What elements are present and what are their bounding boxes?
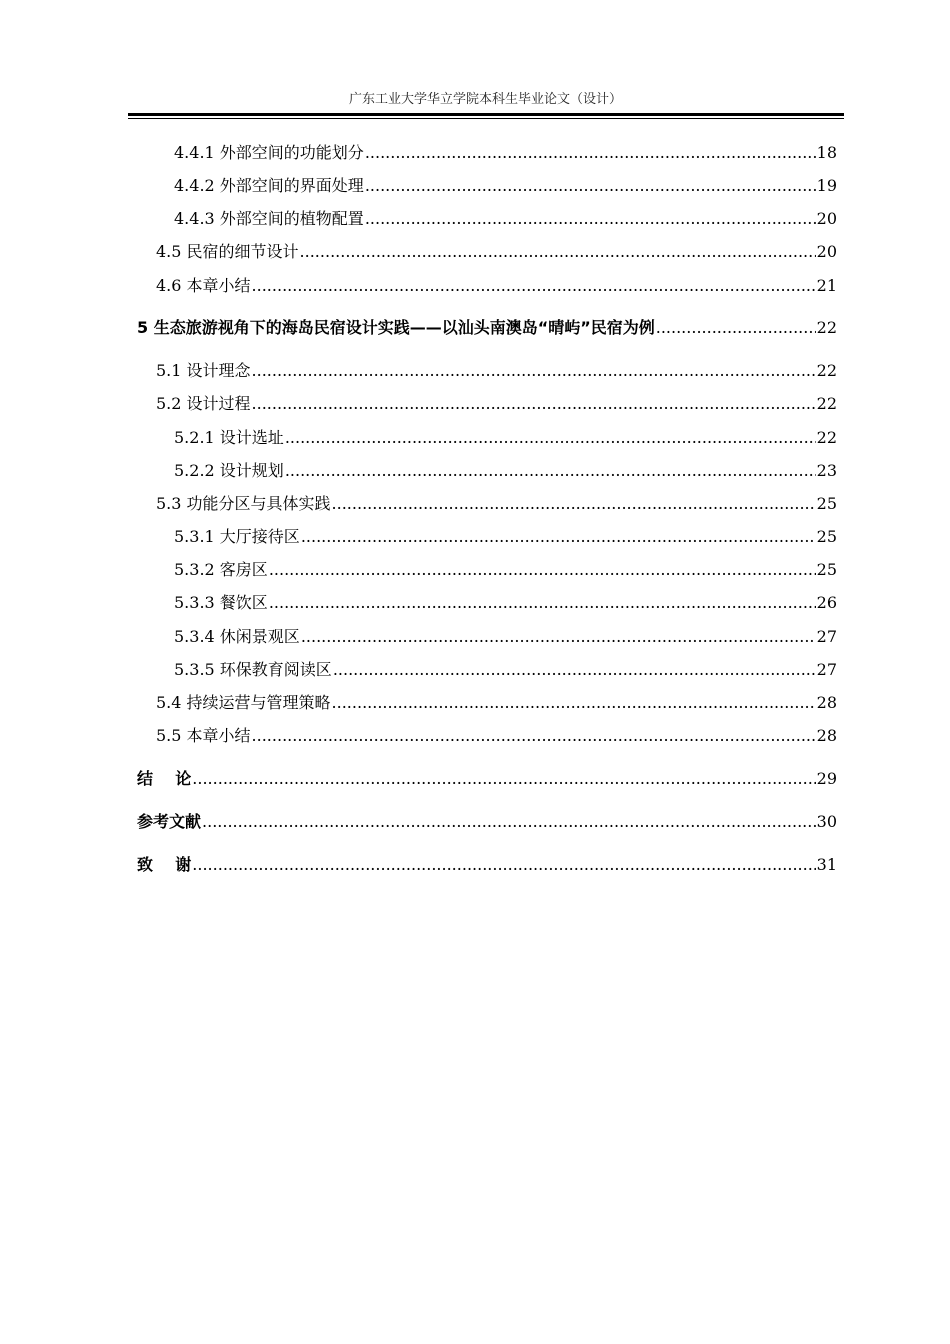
toc-chapter-entry[interactable] <box>137 768 837 790</box>
toc-leader-dots <box>285 427 816 449</box>
toc-entry-label: 4.4.3 外部空间的植物配置 <box>174 209 364 228</box>
toc-entry[interactable] <box>174 427 837 449</box>
toc-entry-label: 5.2.2 设计规划 <box>174 461 284 480</box>
toc-entry-label: 5.3.4 休闲景观区 <box>174 627 300 646</box>
toc-entry[interactable] <box>174 460 837 482</box>
toc-entry-label: 4.4.1 外部空间的功能划分 <box>174 143 364 162</box>
toc-entry[interactable] <box>174 592 837 614</box>
toc-chapter-entry[interactable] <box>137 317 837 339</box>
toc-leader-dots <box>269 559 816 581</box>
toc-entry-page: 19 <box>816 176 837 195</box>
toc-entry-page: 31 <box>816 855 837 874</box>
toc-entry-page: 22 <box>816 394 837 413</box>
toc-entry-label: 5.2 设计过程 <box>156 394 251 413</box>
toc-entry-label: 5.4 持续运营与管理策略 <box>156 693 331 712</box>
toc-entry[interactable] <box>156 692 837 714</box>
toc-entry-page: 18 <box>816 143 837 162</box>
page-header: 广东工业大学华立学院本科生毕业论文（设计） <box>348 92 622 107</box>
toc-entry-page: 25 <box>816 560 837 579</box>
toc-entry-page: 22 <box>816 318 837 337</box>
toc-entry-page: 27 <box>816 627 837 646</box>
toc-entry-label: 5 生态旅游视角下的海岛民宿设计实践——以汕头南澳岛“晴屿”民宿为例 <box>137 318 655 337</box>
toc-entry-label: 参考文献 <box>137 812 202 831</box>
toc-leader-dots <box>365 175 816 197</box>
toc-entry-label: 致 谢 <box>137 855 192 874</box>
toc-entry[interactable] <box>174 626 837 648</box>
toc-entry-label: 结 论 <box>137 769 192 788</box>
toc-leader-dots <box>301 626 816 648</box>
toc-entry-page: 29 <box>816 769 837 788</box>
toc-entry-page: 28 <box>816 726 837 745</box>
toc-leader-dots <box>365 142 816 164</box>
toc-entry[interactable] <box>156 393 837 415</box>
toc-entry[interactable] <box>174 559 837 581</box>
toc-chapter-entry[interactable] <box>137 854 837 876</box>
toc-leader-dots <box>269 592 816 614</box>
toc-entry-page: 20 <box>816 242 837 261</box>
toc-entry-page: 25 <box>816 494 837 513</box>
toc-entry-page: 21 <box>816 276 837 295</box>
toc-leader-dots <box>252 360 816 382</box>
toc-leader-dots <box>301 526 816 548</box>
header-rule-thin <box>128 118 844 119</box>
toc-entry-label: 5.3.5 环保教育阅读区 <box>174 660 332 679</box>
toc-leader-dots <box>192 854 815 876</box>
toc-entry[interactable] <box>174 175 837 197</box>
toc-entry-label: 5.3.1 大厅接待区 <box>174 527 300 546</box>
toc-entry-page: 27 <box>816 660 837 679</box>
toc-entry-page: 28 <box>816 693 837 712</box>
toc-entry-page: 22 <box>816 428 837 447</box>
toc-leader-dots <box>332 493 816 515</box>
toc-leader-dots <box>333 659 816 681</box>
toc-leader-dots <box>202 811 816 833</box>
toc-entry-label: 4.4.2 外部空间的界面处理 <box>174 176 364 195</box>
toc-entry-label: 5.1 设计理念 <box>156 361 251 380</box>
toc-entry[interactable] <box>174 208 837 230</box>
toc-entry[interactable] <box>156 360 837 382</box>
toc-leader-dots <box>365 208 816 230</box>
toc-leader-dots <box>332 692 816 714</box>
toc-chapter-entry[interactable] <box>137 811 837 833</box>
toc-entry-page: 20 <box>816 209 837 228</box>
toc-leader-dots <box>252 275 816 297</box>
toc-entry[interactable] <box>156 725 837 747</box>
toc-entry-label: 5.3.3 餐饮区 <box>174 593 268 612</box>
toc-entry[interactable] <box>174 526 837 548</box>
toc-entry-page: 25 <box>816 527 837 546</box>
toc-entry-label: 4.6 本章小结 <box>156 276 251 295</box>
toc-entry[interactable] <box>156 493 837 515</box>
toc-entry-label: 4.5 民宿的细节设计 <box>156 242 299 261</box>
toc-entry-page: 22 <box>816 361 837 380</box>
toc-leader-dots <box>252 393 816 415</box>
toc-entry-label: 5.5 本章小结 <box>156 726 251 745</box>
toc-entry-label: 5.2.1 设计选址 <box>174 428 284 447</box>
toc-leader-dots <box>252 725 816 747</box>
toc-entry-label: 5.3 功能分区与具体实践 <box>156 494 331 513</box>
toc-entry-page: 30 <box>816 812 837 831</box>
toc-entry[interactable] <box>174 659 837 681</box>
toc-leader-dots <box>300 241 816 263</box>
toc-entry[interactable] <box>156 275 837 297</box>
toc-entry-label: 5.3.2 客房区 <box>174 560 268 579</box>
toc-leader-dots <box>656 317 816 339</box>
toc-entry-page: 26 <box>816 593 837 612</box>
toc-entry-page: 23 <box>816 461 837 480</box>
toc-entry[interactable] <box>174 142 837 164</box>
toc-leader-dots <box>192 768 815 790</box>
toc-entry[interactable] <box>156 241 837 263</box>
toc-leader-dots <box>285 460 816 482</box>
header-rule-thick <box>128 113 844 116</box>
